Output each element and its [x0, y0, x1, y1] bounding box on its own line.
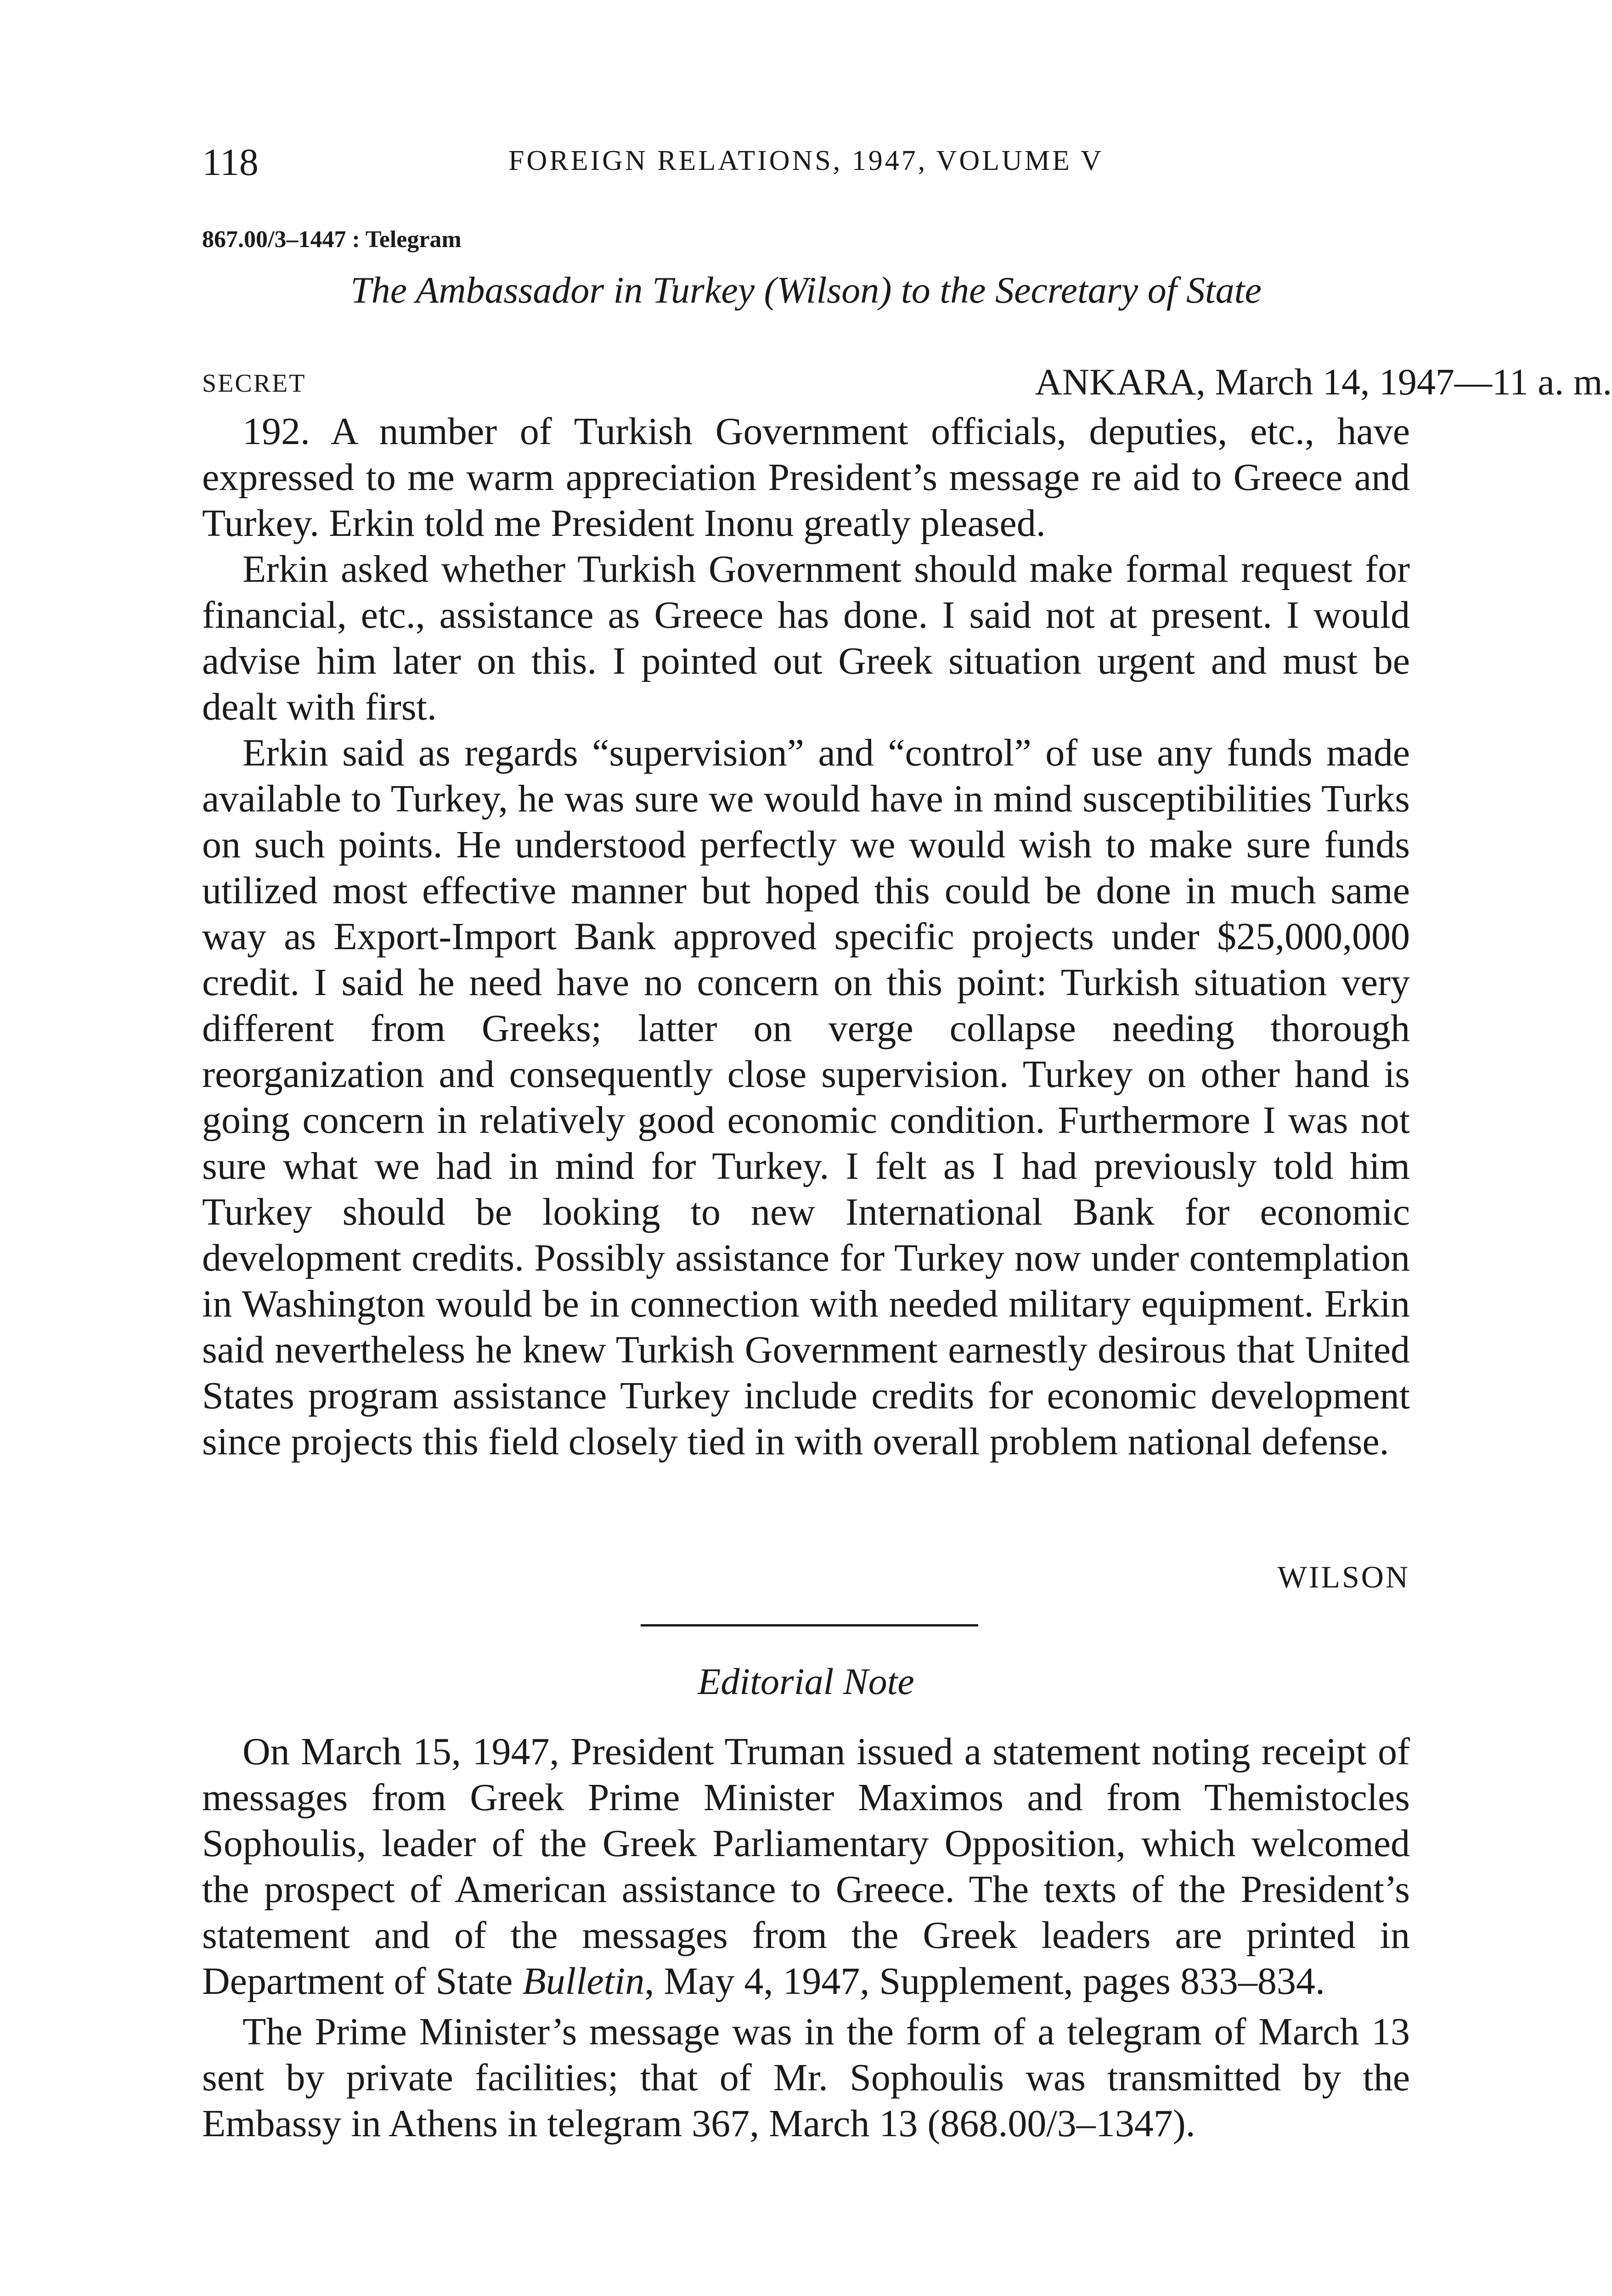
editorial-paragraph [202, 1729, 1410, 2004]
document-reference: 867.00/3–1447 : Telegram [202, 226, 462, 253]
signature: WILSON [1277, 1559, 1410, 1594]
editorial-text: On March 15, 1947, President Truman issued a statement noting receipt of messages from Greek Prime Minister Maximos and from Themistocles Sophoulis, leader of the Greek Parliamentary Opposition, which welcomed the prospect of American assistance to Greece. The texts of the President’s statement and of the messages from the Greek leaders are printed in Department of State [202, 1730, 1410, 2003]
page-header [202, 140, 1410, 191]
dateline [202, 360, 1612, 406]
editorial-note-body [202, 1729, 1410, 2147]
editorial-text: , May 4, 1947, Supplement, pages 833–834. [644, 1960, 1325, 2003]
telegram-body [202, 409, 1410, 1465]
document-title: The Ambassador in Turkey (Wilson) to the Secretary of State [350, 269, 1262, 311]
telegram-paragraph: 192. A number of Turkish Government officials, deputies, etc., have expressed to me warm appreciation President’s message re aid to Greece and Turkey. Erkin told me President Inonu greatly pleased. [202, 410, 1410, 545]
publication-title: Bulletin [522, 1960, 645, 2003]
place-date: ANKARA, March 14, 1947—11 a. m. [1035, 361, 1612, 403]
editorial-note-title: Editorial Note [698, 1660, 914, 1702]
section-divider [641, 1624, 978, 1626]
page-number: 118 [202, 141, 259, 184]
telegram-paragraph: Erkin said as regards “supervision” and “control” of use any funds made available to Turkey, he was sure we would have in mind susceptibilities Turks on such points. He understood perfectly we would wish to make sure funds utilized most effective manner but hoped this could be done in much same way as Export-Import Bank approved specific projects under $25,000,000 credit. I said he need have no concern on this point: Turkish situation very different from Greeks; latter on verge collapse needing thorough reorganization and consequently close supervision. Turkey on other hand is going concern in relatively good economic condition. Furthermore I was not sure what we had in mind for Turkey. I felt as I had previously told him Turkey should be looking to new International Bank for economic development credits. Possibly assistance for Turkey now under contemplation in Washington would be in connection with needed military equipment. Erkin said nevertheless he knew Turkish Government earnestly desirous that United States program assistance Turkey include credits for economic development since projects this field closely tied in with overall problem national defense. [202, 732, 1410, 1463]
running-head: FOREIGN RELATIONS, 1947, VOLUME V [508, 145, 1104, 176]
telegram-paragraph: Erkin asked whether Turkish Government should make formal request for financial, etc., assistance as Greece has done. I said not at present. I would advise him later on this. I pointed out Greek situation urgent and must be dealt with first. [202, 548, 1410, 728]
editorial-paragraph: The Prime Minister’s message was in the form of a telegram of March 13 sent by private facilities; that of Mr. Sophoulis was transmitted by the Embassy in Athens in telegram 367, March 13 (868.00/3–1347). [202, 2010, 1410, 2145]
classification-label: SECRET [202, 369, 306, 398]
